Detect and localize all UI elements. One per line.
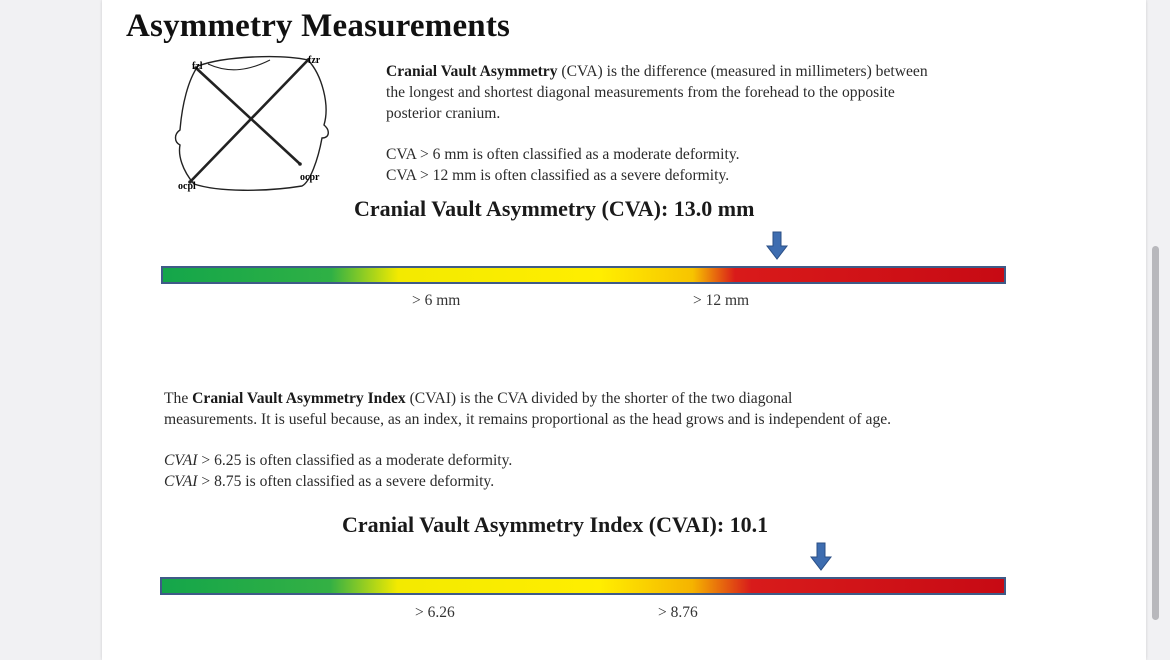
cva-tick-severe: > 12 mm xyxy=(693,292,750,309)
label-ocpl: ocpl xyxy=(178,181,196,192)
cvai-term: Cranial Vault Asymmetry Index xyxy=(192,390,406,407)
cva-down-arrow-icon xyxy=(765,231,789,261)
vertical-scrollbar[interactable] xyxy=(1152,246,1159,620)
cva-severity-bar xyxy=(161,266,1006,284)
cvai-severe-line: CVAI > 8.75 is often classified as a severe deformity. xyxy=(164,473,495,490)
diagonal-fzl-ocpr xyxy=(196,68,300,164)
label-ocpr: ocpr xyxy=(300,172,320,183)
cvai-moderate-line: CVAI > 6.25 is often classified as a moderate deformity. xyxy=(164,452,513,469)
cvai-thresholds xyxy=(164,450,512,492)
cvai-result-heading: Cranial Vault Asymmetry Index (CVAI): 10.1 xyxy=(342,512,769,537)
cva-thresholds xyxy=(386,144,740,186)
cva-result-heading: Cranial Vault Asymmetry (CVA): 13.0 mm xyxy=(354,196,755,221)
head-diagram xyxy=(170,50,340,200)
cva-severe-line: CVA > 12 mm is often classified as a severe deformity. xyxy=(386,167,730,184)
head-outline xyxy=(176,57,329,191)
cvai-tick-moderate: > 6.26 xyxy=(415,604,455,621)
label-fzr: fzr xyxy=(308,55,321,66)
cva-moderate-line: CVA > 6 mm is often classified as a moderate deformity. xyxy=(386,146,740,163)
cvai-severity-bar xyxy=(160,577,1006,595)
label-fzl: fzl xyxy=(192,61,203,72)
cvai-tick-severe: > 8.76 xyxy=(658,604,698,621)
page-title: Asymmetry Measurements xyxy=(126,8,511,44)
cvai-description: The Cranial Vault Asymmetry Index (CVAI) is the CVA divided by the shorter of the two diagonal measurements. It is useful because, as an index, it remains proportional as the head grows and is independent of age. xyxy=(164,390,892,428)
cva-term: Cranial Vault Asymmetry xyxy=(386,63,558,80)
cva-tick-moderate: > 6 mm xyxy=(412,292,461,309)
cvai-down-arrow-icon xyxy=(809,542,833,572)
cva-description: Cranial Vault Asymmetry (CVA) is the difference (measured in millimeters) between the longest and shortest diagonal measurements from the forehead to the opposite posterior cranium. xyxy=(386,63,928,122)
